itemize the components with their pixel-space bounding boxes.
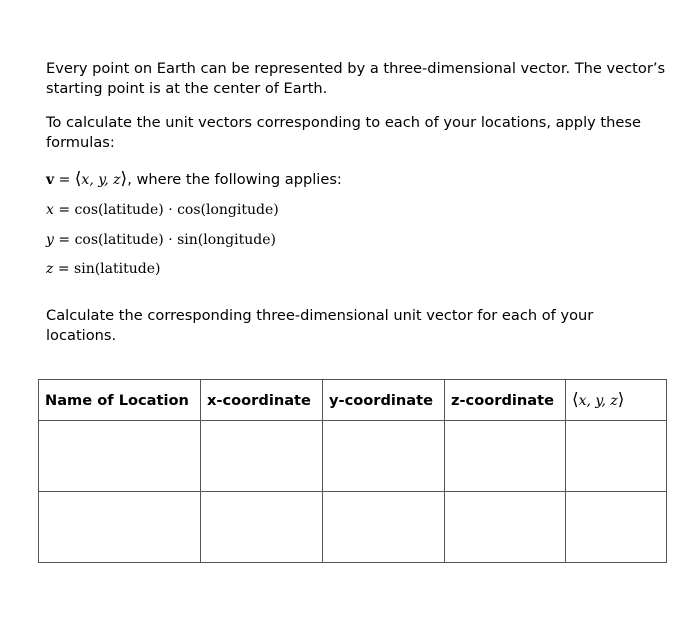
vector-components: x, y, z	[81, 172, 121, 188]
cell-z-coordinate[interactable]	[445, 492, 566, 563]
cell-x-coordinate[interactable]	[201, 492, 323, 563]
cell-location-name[interactable]	[39, 421, 201, 492]
header-vector: ⟨x, y, z⟩	[566, 380, 667, 421]
cell-y-coordinate[interactable]	[323, 421, 445, 492]
x-variable: x	[46, 202, 54, 218]
header-y-coordinate: y-coordinate	[323, 380, 445, 421]
cell-vector[interactable]	[566, 421, 667, 492]
y-equals: =	[53, 232, 75, 248]
y-formula	[46, 232, 276, 248]
z-expression: sin(latitude)	[74, 261, 161, 277]
intro-paragraph: Every point on Earth can be represented by a three-dimensional vector. The vector’s starting point is at the center of Earth.	[46, 60, 666, 97]
table-row	[39, 492, 667, 563]
header-z-coordinate: z-coordinate	[445, 380, 566, 421]
cell-y-coordinate[interactable]	[323, 492, 445, 563]
cell-x-coordinate[interactable]	[201, 421, 323, 492]
where-text: , where the following applies:	[127, 171, 342, 188]
cell-vector[interactable]	[566, 492, 667, 563]
header-location-name: Name of Location	[39, 380, 201, 421]
formula-intro-paragraph: To calculate the unit vectors corresponding to each of your locations, apply these formulas:	[46, 114, 641, 151]
vector-symbol: v	[46, 172, 55, 188]
z-formula	[46, 261, 160, 277]
y-variable: y	[46, 232, 54, 248]
table-header-row	[39, 380, 667, 421]
instruction-paragraph: Calculate the corresponding three-dimensional unit vector for each of your locations.	[46, 307, 594, 344]
x-formula	[46, 202, 279, 218]
y-expression: cos(latitude) · sin(longitude)	[74, 232, 276, 248]
cell-location-name[interactable]	[39, 492, 201, 563]
vector-equals: =	[54, 172, 75, 188]
locations-table	[38, 379, 667, 563]
x-equals: =	[53, 202, 75, 218]
cell-z-coordinate[interactable]	[445, 421, 566, 492]
table-row	[39, 421, 667, 492]
z-equals: =	[53, 261, 75, 277]
vector-definition: v = ⟨x, y, z⟩, where the following applies:	[46, 169, 342, 189]
z-variable: z	[46, 261, 54, 277]
header-x-coordinate: x-coordinate	[201, 380, 323, 421]
x-expression: cos(latitude) · cos(longitude)	[74, 202, 279, 218]
